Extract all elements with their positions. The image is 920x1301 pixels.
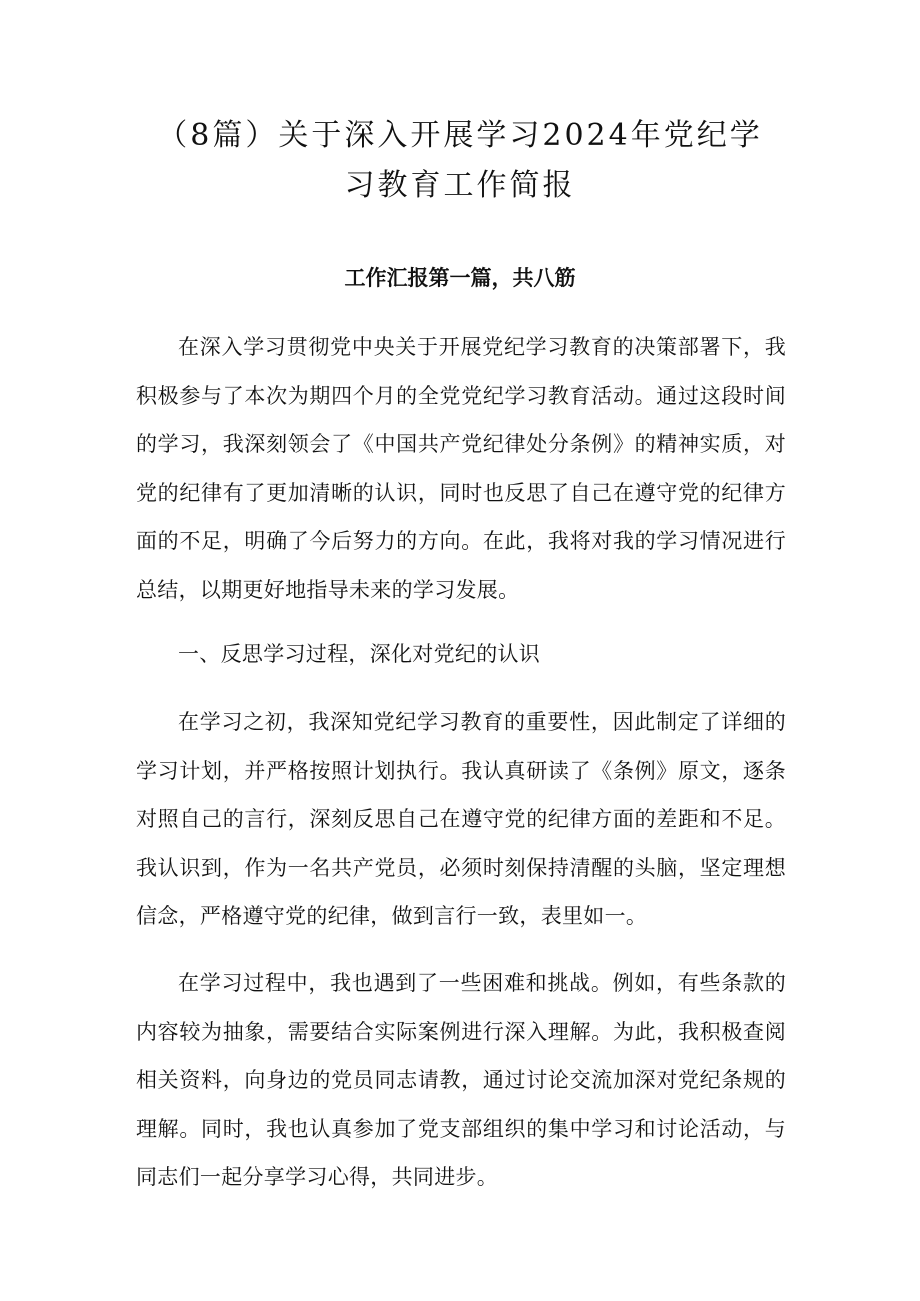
paragraph-study-start: 在学习之初，我深知党纪学习教育的重要性，因此制定了详细的学习计划，并严格按照计划执行。我认真研读了《条例》原文，逐条对照自己的言行，深刻反思自己在遵守党的纪律方面的差距和不足。我认识到，作为一名共产党员，必须时刻保持清醒的头脑，坚定理想信念，严格遵守党的纪律，做到言行一致，表里如一。	[136, 710, 786, 928]
paragraph-intro: 在深入学习贯彻党中央关于开展党纪学习教育的决策部署下，我积极参与了本次为期四个月的全党党纪学习教育活动。通过这段时间的学习，我深刻领会了《中国共产党纪律处分条例》的精神实质，对党的纪律有了更加清晰的认识，同时也反思了自己在遵守党的纪律方面的不足，明确了今后努力的方向。在此，我将对我的学习情况进行总结，以期更好地指导未来的学习发展。	[136, 335, 786, 602]
document-title-line-2: 习教育工作简报	[344, 168, 576, 203]
section-heading-1: 一、反思学习过程，深化对党纪的认识	[178, 642, 541, 666]
section-subtitle: 工作汇报第一篇，共八筋	[344, 266, 576, 290]
document-title-line-1: （8篇）关于深入开展学习2024年党纪学	[157, 118, 763, 153]
paragraph-study-process: 在学习过程中，我也遇到了一些困难和挑战。例如，有些条款的内容较为抽象，需要结合实际案例进行深入理解。为此，我积极查阅相关资料，向身边的党员同志请教，通过讨论交流加深对党纪条规的理解。同时，我也认真参加了党支部组织的集中学习和讨论活动，与同志们一起分享学习心得，共同进步。	[136, 971, 786, 1189]
